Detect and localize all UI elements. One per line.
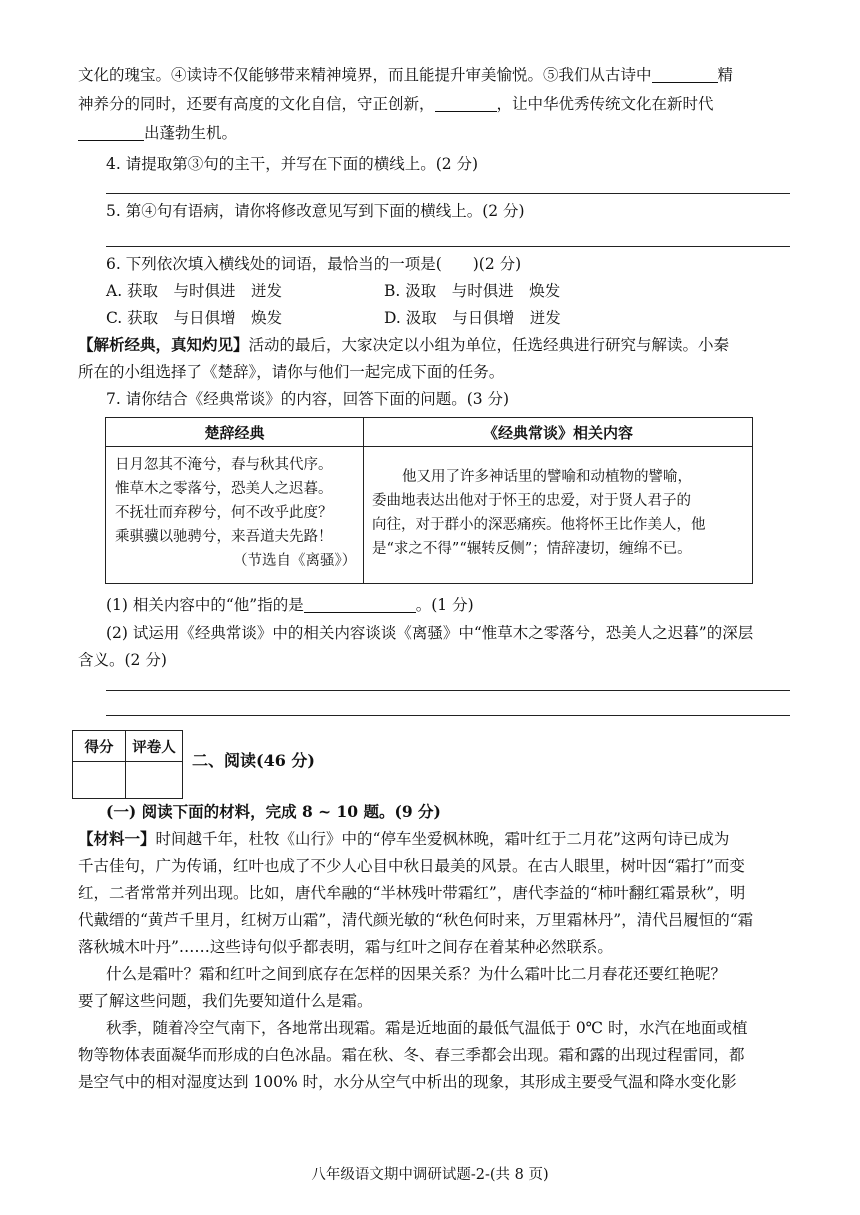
text-line <box>78 63 790 87</box>
section-title-text: 二、阅读(46 分) <box>192 751 315 770</box>
answer-line[interactable] <box>106 690 790 691</box>
poem-cell <box>106 447 364 584</box>
text-segment: 文化的瑰宝。④读诗不仅能够带来精神境界，而且能提升审美愉悦。⑤我们从古诗中 <box>78 66 652 84</box>
option-c[interactable]: C. 获取 与日俱增 焕发 <box>106 309 283 327</box>
answer-line[interactable] <box>106 193 790 194</box>
question-5: 5. 第④句有语病，请你将修改意见写到下面的横线上。(2 分) <box>106 202 525 220</box>
fill-blank[interactable] <box>435 95 497 112</box>
text-line <box>78 92 790 116</box>
commentary-line: 他又用了许多神话里的譬喻和动植物的譬喻， <box>402 469 692 485</box>
poem-line: 惟草木之零落兮，恐美人之迟暮。 <box>115 481 333 497</box>
text-line: 所在的小组选择了《楚辞》，请你与他们一起完成下面的任务。 <box>78 363 505 381</box>
table-header-left: 楚辞经典 <box>106 418 364 447</box>
score-cell[interactable] <box>73 762 126 799</box>
text-segment: (1) 相关内容中的“他”指的是 <box>106 596 304 614</box>
question-7-2: (2) 试运用《经典常谈》中的相关内容谈谈《离骚》中“惟草木之零落兮，恐美人之迟暮”的深层 <box>106 624 754 642</box>
paragraph-line: 什么是霜叶？霜和红叶之间到底存在怎样的因果关系？为什么霜叶比二月春花还要红艳呢？ <box>106 965 727 983</box>
text-segment: 活动的最后，大家决定以小组为单位，任选经典进行研究与解读。小秦 <box>248 336 730 354</box>
fill-blank[interactable] <box>652 66 718 83</box>
text-line <box>78 121 790 145</box>
text-segment: 出蓬勃生机。 <box>144 124 238 142</box>
question-7-1 <box>106 593 818 617</box>
chuci-table <box>105 417 753 584</box>
question-7: 7. 请你结合《经典常谈》的内容，回答下面的问题。(3 分) <box>106 390 510 408</box>
poem-block <box>106 447 363 573</box>
reading-1-title: (一) 阅读下面的材料，完成 8 ~ 10 题。(9 分) <box>106 802 441 821</box>
section-tag: 【解析经典，真知灼见】 <box>78 335 249 354</box>
fill-blank[interactable] <box>304 596 416 613</box>
answer-line[interactable] <box>106 715 790 716</box>
question-6: 6. 下列依次填入横线处的词语，最恰当的一项是( )(2 分) <box>106 255 522 273</box>
material-1-line: 红，二者常常并列出现。比如，唐代牟融的“半林残叶带霜红”，唐代李益的“柿叶翻红霜景秋”，明 <box>78 884 746 902</box>
commentary-line: 委曲地表达出他对于怀王的忠爱，对于贤人君子的 <box>372 493 691 509</box>
paragraph-line: 秋季，随着冷空气南下，各地常出现霜。霜是近地面的最低气温低于 0℃ 时，水汽在地面或植 <box>106 1019 748 1037</box>
material-1-line: 落秋城木叶丹”……这些诗句似乎都表明，霜与红叶之间存在着某种必然联系。 <box>78 938 613 956</box>
poem-line: 日月忽其不淹兮，春与秋其代序。 <box>115 457 333 473</box>
poem-line: 不抚壮而弃秽兮，何不改乎此度？ <box>115 505 333 521</box>
paragraph-line: 要了解这些问题，我们先要知道什么是霜。 <box>78 992 373 1010</box>
paragraph-line: 物等物体表面凝华而形成的白色冰晶。霜在秋、冬、春三季都会出现。霜和露的出现过程雷同，都 <box>78 1046 745 1064</box>
commentary-line: 是“求之不得”“辗转反侧”；情辞凄切，缠绵不已。 <box>372 541 692 557</box>
text-line: 含义。(2 分) <box>78 651 167 669</box>
commentary-line: 向往，对于群小的深恶痛疾。他将怀王比作美人，他 <box>372 517 706 533</box>
score-label: 得分 <box>73 731 126 762</box>
option-d[interactable]: D. 汲取 与日俱增 迸发 <box>384 309 561 327</box>
material-1-line: 代戴缙的“黄芦千里月，红树万山霜”，清代颜光敏的“秋色何时来，万里霜林丹”，清代吕履恒的“霜 <box>78 911 754 929</box>
commentary-block <box>364 447 752 561</box>
text-segment: 时间越千年，杜牧《山行》中的“停车坐爱枫林晚，霜叶红于二月花”这两句诗已成为 <box>155 830 730 848</box>
text-segment: 精 <box>717 66 734 84</box>
question-4: 4. 请提取第③句的主干，并写在下面的横线上。(2 分) <box>106 155 479 173</box>
fill-blank[interactable] <box>78 124 144 141</box>
material-1-line: 千古佳句，广为传诵，红叶也成了不少人心目中秋日最美的风景。在古人眼里，树叶因“霜打”而变 <box>78 857 745 875</box>
material-1-line <box>78 827 790 851</box>
material-tag: 【材料一】 <box>78 829 156 848</box>
grader-cell[interactable] <box>126 762 183 799</box>
section-intro <box>78 333 790 357</box>
commentary-cell <box>364 447 753 584</box>
grader-label: 评卷人 <box>126 731 183 762</box>
score-box <box>72 730 183 799</box>
paragraph-line: 是空气中的相对湿度达到 100% 时，水分从空气中析出的现象，其形成主要受气温和降水变化影 <box>78 1073 737 1091</box>
section-2-title <box>192 749 860 773</box>
option-a[interactable]: A. 获取 与时俱进 迸发 <box>106 282 283 300</box>
poem-line: 乘骐骥以驰骋兮，来吾道夫先路！ <box>115 529 333 545</box>
text-segment: ，让中华优秀传统文化在新时代 <box>496 95 714 113</box>
table-header-right: 《经典常谈》相关内容 <box>364 418 753 447</box>
answer-line[interactable] <box>106 246 790 247</box>
poem-source: （节选自《离骚》） <box>233 553 357 569</box>
option-b[interactable]: B. 汲取 与时俱进 焕发 <box>384 282 561 300</box>
text-segment: 。(1 分) <box>415 596 474 614</box>
text-segment: 神养分的同时，还要有高度的文化自信，守正创新， <box>78 95 435 113</box>
page-footer: 八年级语文期中调研试题-2-(共 8 页) <box>311 1167 549 1183</box>
